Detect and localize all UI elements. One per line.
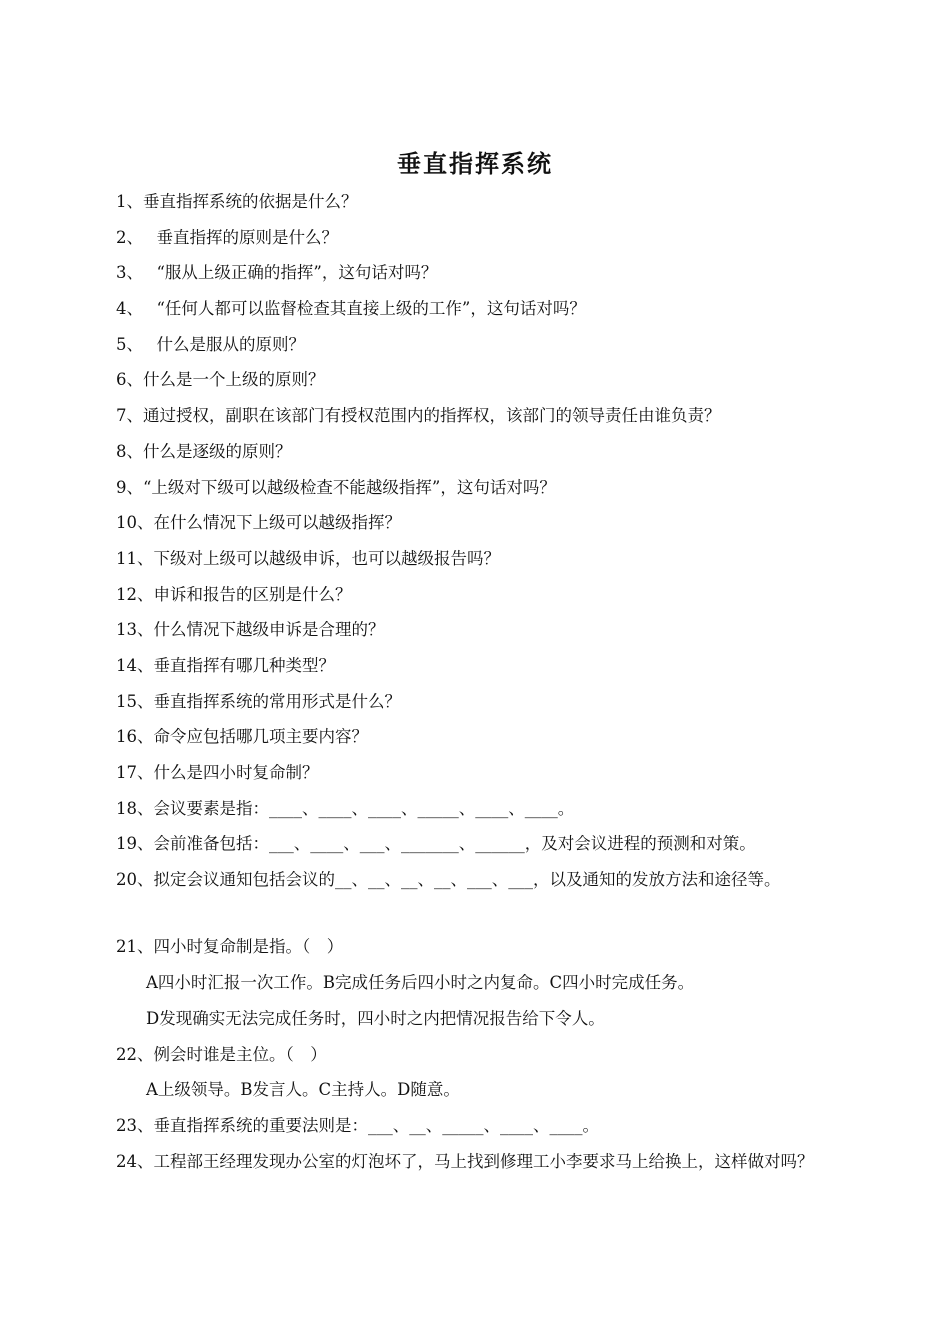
question-20: 20、拟定会议通知包括会议的__、__、__、__、___、___，以及通知的发放方法和途径等。 [116,870,781,890]
question-13: 13、什么情况下越级申诉是合理的？ [116,620,385,640]
question-5: 5、 什么是服从的原则？ [116,334,305,354]
question-10: 10、在什么情况下上级可以越级指挥？ [116,513,401,533]
question-21: 21、四小时复命制是指。（ ） [116,937,344,957]
question-17: 17、什么是四小时复命制？ [116,763,319,782]
question-9: 9、“上级对下级可以越级检查不能越级指挥”，这句话对吗？ [116,477,556,497]
question-8: 8、什么是逐级的原则？ [116,441,292,461]
question-2: 2、 垂直指挥的原则是什么？ [116,227,338,247]
question-12: 12、申诉和报告的区别是什么？ [116,584,352,604]
page-title: 垂直指挥系统 [397,150,553,178]
question-11: 11、下级对上级可以越级申诉，也可以越级报告吗？ [116,548,500,568]
question-14: 14、垂直指挥有哪几种类型？ [116,655,335,675]
question-4: 4、 “任何人都可以监督检查其直接上级的工作”，这句话对吗？ [116,299,586,319]
question-1: 1、垂直指挥系统的依据是什么？ [116,192,358,211]
question-19: 19、会前准备包括：___、____、___、_______、______，及对会议进程的预测和对策。 [116,834,756,854]
question-21-options-abc: A四小时汇报一次工作。B完成任务后四小时之内复命。C四小时完成任务。 [146,973,695,993]
question-22-options: A上级领导。B发言人。C主持人。D随意。 [146,1080,460,1100]
question-22: 22、例会时谁是主位。（ ） [116,1044,327,1064]
question-24: 24、工程部王经理发现办公室的灯泡坏了，马上找到修理工小李要求马上给换上，这样做对吗？ [116,1151,814,1171]
question-16: 16、命令应包括哪几项主要内容？ [116,727,368,747]
question-6: 6、什么是一个上级的原则？ [116,370,325,390]
question-7: 7、通过授权，副职在该部门有授权范围内的指挥权，该部门的领导责任由谁负责？ [116,406,721,426]
question-21-option-d: D发现确实无法完成任务时，四小时之内把情况报告给下令人。 [146,1008,605,1028]
question-15: 15、垂直指挥系统的常用形式是什么？ [116,691,401,711]
question-list [116,188,846,1215]
question-18: 18、会议要素是指：____、____、____、_____、____、____。 [116,798,575,818]
question-3: 3、 “服从上级正确的指挥”，这句话对吗？ [116,263,438,283]
question-23: 23、垂直指挥系统的重要法则是：___、__、_____、____、____。 [116,1115,599,1135]
